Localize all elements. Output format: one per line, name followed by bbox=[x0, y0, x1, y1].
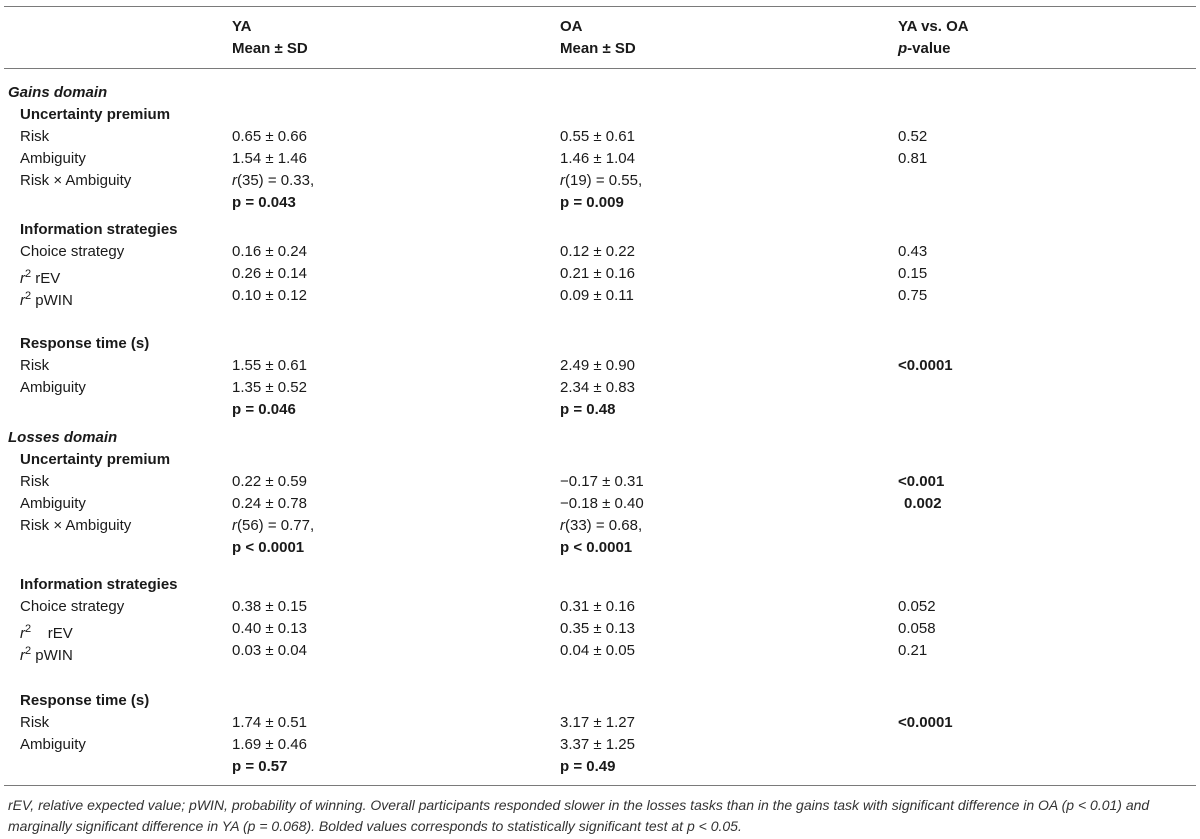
correlation-text: (33) = 0.68, bbox=[565, 517, 643, 534]
ya-value: 0.10 ± 0.12 bbox=[232, 287, 307, 304]
group-label: Response time (s) bbox=[20, 335, 150, 352]
ya-value: 0.65 ± 0.66 bbox=[232, 128, 307, 145]
row-label: Ambiguity bbox=[20, 495, 86, 512]
row-label: Risk × Ambiguity bbox=[20, 172, 132, 189]
correlation-text: (35) = 0.33, bbox=[237, 172, 315, 189]
row-label: Risk bbox=[20, 473, 50, 490]
within-group-p-row bbox=[0, 192, 1200, 214]
oa-value: 0.55 ± 0.61 bbox=[560, 128, 635, 145]
table-row bbox=[0, 170, 1200, 192]
table-row bbox=[0, 126, 1200, 148]
ya-value: 0.26 ± 0.14 bbox=[232, 265, 307, 282]
r-symbol: r bbox=[20, 270, 25, 287]
within-group-p-row bbox=[0, 399, 1200, 421]
table-row bbox=[0, 263, 1200, 285]
p-value: 0.058 bbox=[898, 620, 936, 637]
group-label: Response time (s) bbox=[20, 692, 150, 709]
group-heading bbox=[0, 574, 1200, 596]
row-label: Risk bbox=[20, 128, 50, 145]
p-value: 0.75 bbox=[898, 287, 928, 304]
ya-correlation bbox=[232, 515, 314, 537]
table-row bbox=[0, 285, 1200, 307]
oa-correlation bbox=[560, 170, 642, 192]
oa-value: 3.37 ± 1.25 bbox=[560, 736, 635, 753]
superscript: 2 bbox=[25, 645, 32, 657]
group-label: Information strategies bbox=[20, 221, 178, 238]
table-row bbox=[0, 712, 1200, 734]
oa-p: p = 0.49 bbox=[560, 758, 616, 775]
table-row bbox=[0, 241, 1200, 263]
table-row bbox=[0, 640, 1200, 662]
row-label: Ambiguity bbox=[20, 736, 86, 753]
table-row bbox=[0, 377, 1200, 399]
oa-p: p = 0.48 bbox=[560, 401, 616, 418]
superscript: 2 bbox=[25, 290, 32, 302]
oa-value: 0.35 ± 0.13 bbox=[560, 620, 635, 637]
within-group-p-row bbox=[0, 756, 1200, 778]
table-row bbox=[0, 493, 1200, 515]
ya-p: p = 0.043 bbox=[232, 194, 296, 211]
superscript: 2 bbox=[25, 268, 32, 280]
row-label: Choice strategy bbox=[20, 598, 125, 615]
oa-value: 3.17 ± 1.27 bbox=[560, 714, 635, 731]
table-footnote: rEV, relative expected value; pWIN, probability of winning. Overall participants responded slower in the losses tasks than in the gains task with significant difference in OA (p < 0.01) and marginally significant difference in YA (p = 0.068). Bolded values corresponds to statistically significant test at p < 0.05. bbox=[8, 797, 1150, 834]
ya-value: 1.35 ± 0.52 bbox=[232, 379, 307, 396]
group-heading bbox=[0, 690, 1200, 712]
oa-value: 1.46 ± 1.04 bbox=[560, 150, 635, 167]
ya-value: 0.22 ± 0.59 bbox=[232, 473, 307, 490]
section-label: Gains domain bbox=[8, 84, 108, 101]
r-symbol: r bbox=[20, 292, 25, 309]
p-value: 0.81 bbox=[898, 150, 928, 167]
header-p-value: p-value bbox=[898, 40, 951, 57]
p-value: <0.001 bbox=[898, 473, 945, 490]
r-symbol: r bbox=[560, 172, 565, 189]
ya-value: 1.54 ± 1.46 bbox=[232, 150, 307, 167]
row-label bbox=[20, 285, 73, 312]
section-heading bbox=[0, 82, 1200, 104]
row-label: Risk bbox=[20, 714, 50, 731]
group-label: Uncertainty premium bbox=[20, 106, 171, 123]
ya-value: 1.55 ± 0.61 bbox=[232, 357, 307, 374]
ya-value: 0.16 ± 0.24 bbox=[232, 243, 307, 260]
within-group-p-row bbox=[0, 537, 1200, 559]
correlation-text: (56) = 0.77, bbox=[237, 517, 315, 534]
p-value: 0.43 bbox=[898, 243, 928, 260]
oa-value: 0.04 ± 0.05 bbox=[560, 642, 635, 659]
table-row bbox=[0, 148, 1200, 170]
p-value: <0.0001 bbox=[898, 714, 953, 731]
header-oa: OA bbox=[560, 18, 583, 35]
ya-value: 0.03 ± 0.04 bbox=[232, 642, 307, 659]
group-heading bbox=[0, 219, 1200, 241]
r-symbol: r bbox=[232, 517, 237, 534]
oa-value: −0.17 ± 0.31 bbox=[560, 473, 644, 490]
r-symbol: r bbox=[560, 517, 565, 534]
row-label: Ambiguity bbox=[20, 150, 86, 167]
oa-p: p < 0.0001 bbox=[560, 539, 633, 556]
row-label-text: rEV bbox=[31, 625, 73, 642]
p-value: 0.15 bbox=[898, 265, 928, 282]
header-ya-stat: Mean ± SD bbox=[232, 40, 308, 57]
row-label: Ambiguity bbox=[20, 379, 86, 396]
oa-value: 2.49 ± 0.90 bbox=[560, 357, 635, 374]
table-row bbox=[0, 596, 1200, 618]
row-label: Choice strategy bbox=[20, 243, 125, 260]
group-heading bbox=[0, 449, 1200, 471]
row-label: Risk × Ambiguity bbox=[20, 517, 132, 534]
header-rule bbox=[4, 68, 1196, 69]
table-row bbox=[0, 734, 1200, 756]
p-value: 0.052 bbox=[898, 598, 936, 615]
ya-p: p = 0.046 bbox=[232, 401, 296, 418]
ya-value: 1.69 ± 0.46 bbox=[232, 736, 307, 753]
row-label-text: rEV bbox=[31, 270, 61, 287]
header-comparison: YA vs. OA bbox=[898, 18, 969, 35]
oa-value: 0.09 ± 0.11 bbox=[560, 287, 634, 304]
superscript: 2 bbox=[25, 623, 32, 635]
ya-correlation bbox=[232, 170, 314, 192]
row-label bbox=[20, 640, 73, 667]
p-value: 0.52 bbox=[898, 128, 928, 145]
oa-value: 0.21 ± 0.16 bbox=[560, 265, 635, 282]
ya-value: 0.40 ± 0.13 bbox=[232, 620, 307, 637]
group-heading bbox=[0, 104, 1200, 126]
ya-p: p < 0.0001 bbox=[232, 539, 305, 556]
table-row bbox=[0, 515, 1200, 537]
table-row bbox=[0, 471, 1200, 493]
header-row-1 bbox=[0, 16, 1200, 38]
row-label-text: pWIN bbox=[31, 647, 73, 664]
group-label: Information strategies bbox=[20, 576, 178, 593]
oa-value: 2.34 ± 0.83 bbox=[560, 379, 635, 396]
oa-correlation bbox=[560, 515, 642, 537]
top-rule bbox=[4, 6, 1196, 7]
correlation-text: (19) = 0.55, bbox=[565, 172, 643, 189]
ya-value: 0.38 ± 0.15 bbox=[232, 598, 307, 615]
oa-value: −0.18 ± 0.40 bbox=[560, 495, 644, 512]
header-oa-stat: Mean ± SD bbox=[560, 40, 636, 57]
table-row bbox=[0, 355, 1200, 377]
oa-value: 0.12 ± 0.22 bbox=[560, 243, 635, 260]
p-value: 0.002 bbox=[904, 495, 942, 512]
p-value: <0.0001 bbox=[898, 357, 953, 374]
oa-p: p = 0.009 bbox=[560, 194, 624, 211]
row-label-text: pWIN bbox=[31, 292, 73, 309]
oa-value: 0.31 ± 0.16 bbox=[560, 598, 635, 615]
r-symbol: r bbox=[20, 625, 25, 642]
r-symbol: r bbox=[232, 172, 237, 189]
row-label: Risk bbox=[20, 357, 50, 374]
section-label: Losses domain bbox=[8, 429, 118, 446]
section-heading bbox=[0, 427, 1200, 449]
header-row-2 bbox=[0, 38, 1200, 60]
p-value: 0.21 bbox=[898, 642, 928, 659]
ya-p: p = 0.57 bbox=[232, 758, 288, 775]
group-label: Uncertainty premium bbox=[20, 451, 171, 468]
header-ya: YA bbox=[232, 18, 252, 35]
group-heading bbox=[0, 333, 1200, 355]
r-symbol: r bbox=[20, 647, 25, 664]
bottom-rule bbox=[4, 785, 1196, 786]
ya-value: 1.74 ± 0.51 bbox=[232, 714, 307, 731]
table-row bbox=[0, 618, 1200, 640]
ya-value: 0.24 ± 0.78 bbox=[232, 495, 307, 512]
